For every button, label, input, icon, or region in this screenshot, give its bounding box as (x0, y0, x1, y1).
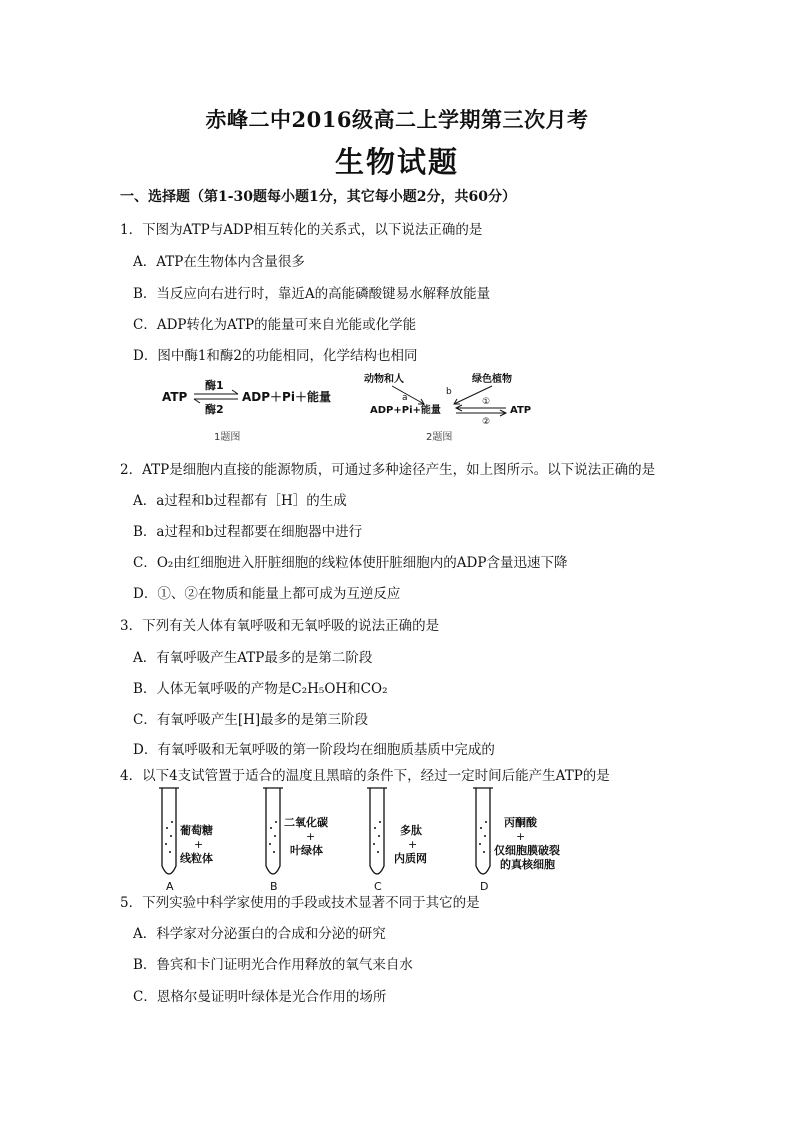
q1-option-a: A．ATP在生物体内含量很多 (133, 254, 305, 270)
tube-a-letter: A (166, 880, 174, 892)
q2-option-a: A．a过程和b过程都有［H］的生成 (133, 493, 347, 509)
q2-option-b: B．a过程和b过程都要在细胞器中进行 (133, 524, 363, 540)
fig2-atp-label: ATP (510, 405, 532, 416)
tube-b-letter: B (270, 880, 278, 892)
q2-option-c: C．O₂由红细胞进入肝脏细胞的线粒体使肝脏细胞内的ADP含量迅速下降 (133, 555, 568, 571)
tube-b-bottom: 叶绿体 (290, 844, 323, 857)
fig2-b-label: b (446, 387, 452, 397)
fig2-reaction1-label: ① (482, 397, 491, 407)
exam-subject: 生物试题 (334, 145, 459, 179)
q1-option-b: B．当反应向右进行时，靠近A的高能磷酸键易水解释放能量 (133, 286, 491, 302)
fig1-atp-label: ATP (162, 390, 188, 404)
test-tube-b (263, 788, 328, 892)
tube-a-top: 葡萄糖 (180, 824, 213, 837)
tube-b-plus: + (306, 830, 316, 843)
question-3-stem: 3．下列有关人体有氧呼吸和无氧呼吸的说法正确的是 (120, 618, 440, 634)
q1-option-d: D．图中酶1和酶2的功能相同，化学结构也相同 (133, 348, 418, 364)
tube-d-top: 丙酮酸 (504, 816, 537, 829)
fig2-animals-label: 动物和人 (364, 374, 404, 385)
q3-option-b: B．人体无氧呼吸的产物是C₂H₅OH和CO₂ (133, 681, 388, 697)
figure-2-caption: 2题图 (426, 432, 453, 443)
tube-d-letter: D (480, 880, 489, 892)
q3-option-c: C．有氧呼吸产生[H]最多的是第三阶段 (133, 712, 369, 728)
tube-c-plus: + (408, 838, 418, 851)
tube-a-bottom: 线粒体 (180, 852, 213, 865)
figure-1-atp-adp-equation (160, 376, 350, 416)
tube-c-top: 多肽 (400, 824, 422, 837)
test-tube-d (473, 788, 560, 892)
question-5-stem: 5．下列实验中科学家使用的手段或技术显著不同于其它的是 (120, 895, 480, 911)
tube-a-plus: + (194, 838, 204, 851)
tube-d-plus: + (516, 830, 526, 843)
q2-option-d: D．①、②在物质和能量上都可成为互逆反应 (133, 586, 401, 602)
fig1-enzyme1-label: 酶1 (205, 379, 224, 392)
tube-d-bottom: 仅细胞膜破裂 (494, 844, 560, 857)
q5-option-a: A．科学家对分泌蛋白的合成和分泌的研究 (133, 926, 386, 942)
fig2-products-label: ADP+Pi+能量 (370, 405, 441, 416)
test-tube-a (159, 788, 213, 892)
section-heading: 一、选择题（第1-30题每小题1分，其它每小题2分，共60分） (120, 189, 516, 205)
figure-4-test-tubes (150, 782, 600, 892)
fig2-a-label: a (402, 393, 408, 403)
q3-option-a: A．有氧呼吸产生ATP最多的是第二阶段 (133, 650, 373, 666)
q5-option-c: C．恩格尔曼证明叶绿体是光合作用的场所 (133, 989, 387, 1005)
fig2-reaction2-label: ② (482, 417, 491, 426)
tube-c-bottom: 内质网 (394, 852, 427, 865)
fig1-enzyme2-label: 酶2 (205, 403, 224, 416)
figure-1-caption: 1题图 (214, 432, 241, 443)
figure-2-atp-sources (362, 370, 542, 426)
question-1-stem: 1．下图为ATP与ADP相互转化的关系式，以下说法正确的是 (120, 222, 483, 238)
exam-title: 赤峰二中2016级高二上学期第三次月考 (205, 107, 589, 132)
tube-d-bottom2: 的真核细胞 (500, 858, 555, 871)
q3-option-d: D．有氧呼吸和无氧呼吸的第一阶段均在细胞质基质中完成的 (133, 742, 495, 758)
q1-option-c: C．ADP转化为ATP的能量可来自光能或化学能 (133, 317, 417, 333)
question-4-stem: 4．以下4支试管置于适合的温度且黑暗的条件下，经过一定时间后能产生ATP的是 (120, 768, 610, 784)
tube-c-letter: C (374, 880, 382, 892)
fig2-plants-label: 绿色植物 (472, 374, 512, 385)
q5-option-b: B．鲁宾和卡门证明光合作用释放的氧气来自水 (133, 957, 413, 973)
test-tube-c (367, 788, 427, 892)
fig1-adp-label: ADP＋Pi＋能量 (242, 390, 331, 404)
tube-b-top: 二氧化碳 (284, 816, 328, 829)
question-2-stem: 2．ATP是细胞内直接的能源物质，可通过多种途径产生，如上图所示。以下说法正确的是 (120, 462, 656, 478)
